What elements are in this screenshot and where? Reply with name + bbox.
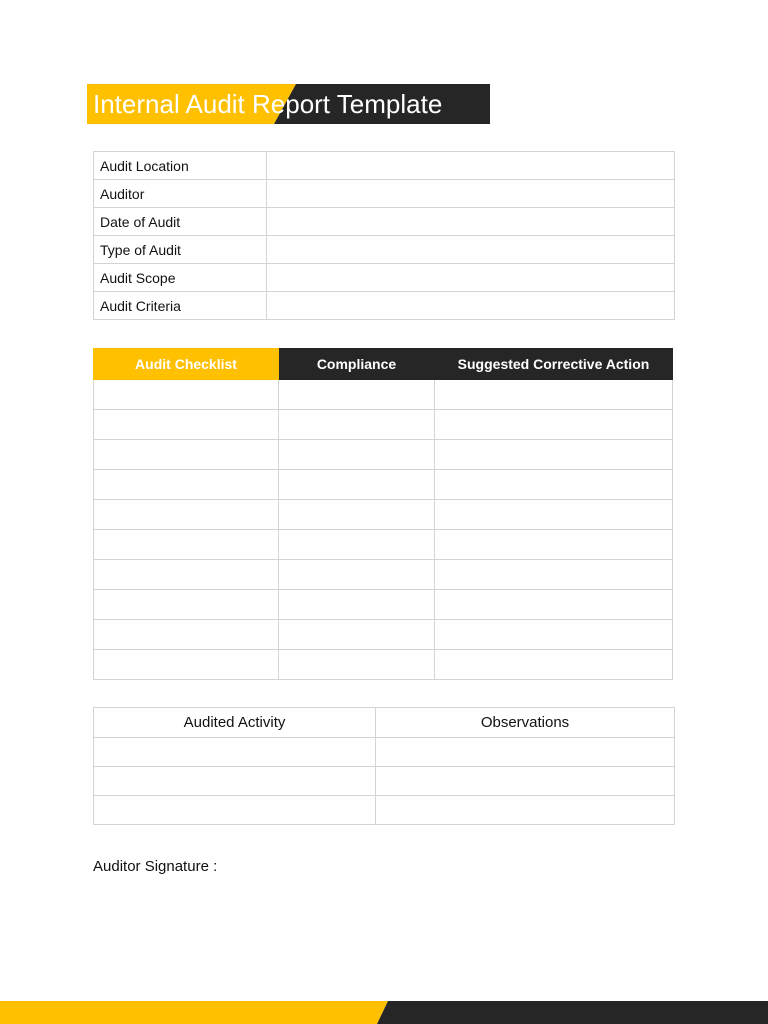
activity-body: [94, 738, 675, 825]
activity-row: [94, 796, 675, 825]
activity-row-cell[interactable]: [94, 767, 376, 796]
activity-row-cell[interactable]: [376, 738, 675, 767]
checklist-row-cell[interactable]: [279, 560, 435, 590]
activity-row-cell[interactable]: [376, 796, 675, 825]
info-row: [94, 152, 675, 180]
checklist-row: [94, 620, 673, 650]
checklist-row-cell[interactable]: [279, 440, 435, 470]
header-suggested-corrective-action: Suggested Corrective Action: [435, 349, 673, 380]
checklist-row-cell[interactable]: [94, 500, 279, 530]
checklist-row-cell[interactable]: [279, 380, 435, 410]
checklist-row-cell[interactable]: [94, 410, 279, 440]
activity-header-row: [94, 708, 675, 738]
activity-row-cell[interactable]: [94, 796, 376, 825]
activity-row-cell[interactable]: [376, 767, 675, 796]
info-label-type-of-audit: Type of Audit: [94, 236, 267, 264]
info-label-audit-criteria: Audit Criteria: [94, 292, 267, 320]
info-label-date-of-audit: Date of Audit: [94, 208, 267, 236]
header-audit-checklist: Audit Checklist: [94, 349, 279, 380]
checklist-row-cell[interactable]: [279, 410, 435, 440]
checklist-row: [94, 380, 673, 410]
checklist-row-cell[interactable]: [94, 470, 279, 500]
info-row: [94, 180, 675, 208]
title-banner: [87, 84, 490, 124]
footer-bar: [0, 1001, 768, 1024]
audit-checklist-table: [93, 348, 673, 680]
checklist-row-cell[interactable]: [94, 650, 279, 680]
checklist-row-cell[interactable]: [435, 380, 673, 410]
info-value-auditor[interactable]: [267, 180, 675, 208]
checklist-row-cell[interactable]: [435, 410, 673, 440]
info-value-audit-scope[interactable]: [267, 264, 675, 292]
checklist-row: [94, 470, 673, 500]
info-label-audit-location: Audit Location: [94, 152, 267, 180]
checklist-row-cell[interactable]: [279, 530, 435, 560]
audit-info-table: [93, 151, 675, 320]
audited-activity-table: [93, 707, 675, 825]
checklist-row: [94, 590, 673, 620]
checklist-row: [94, 440, 673, 470]
info-row: [94, 208, 675, 236]
activity-row: [94, 738, 675, 767]
info-value-audit-criteria[interactable]: [267, 292, 675, 320]
info-row: [94, 264, 675, 292]
header-audited-activity: Audited Activity: [94, 708, 376, 738]
checklist-row-cell[interactable]: [435, 650, 673, 680]
checklist-row: [94, 410, 673, 440]
checklist-row-cell[interactable]: [435, 470, 673, 500]
info-label-audit-scope: Audit Scope: [94, 264, 267, 292]
checklist-row-cell[interactable]: [435, 440, 673, 470]
info-value-audit-location[interactable]: [267, 152, 675, 180]
header-observations: Observations: [376, 708, 675, 738]
checklist-row-cell[interactable]: [435, 560, 673, 590]
checklist-row-cell[interactable]: [279, 470, 435, 500]
checklist-body: [94, 380, 673, 680]
checklist-row-cell[interactable]: [279, 650, 435, 680]
info-row: [94, 236, 675, 264]
checklist-row-cell[interactable]: [279, 500, 435, 530]
checklist-row-cell[interactable]: [435, 500, 673, 530]
checklist-row-cell[interactable]: [94, 620, 279, 650]
checklist-row-cell[interactable]: [94, 590, 279, 620]
info-label-auditor: Auditor: [94, 180, 267, 208]
checklist-row-cell[interactable]: [94, 440, 279, 470]
info-value-date-of-audit[interactable]: [267, 208, 675, 236]
checklist-row: [94, 530, 673, 560]
checklist-row: [94, 650, 673, 680]
info-row: [94, 292, 675, 320]
checklist-row-cell[interactable]: [279, 590, 435, 620]
checklist-row-cell[interactable]: [435, 620, 673, 650]
checklist-row-cell[interactable]: [435, 530, 673, 560]
checklist-row-cell[interactable]: [94, 530, 279, 560]
checklist-row-cell[interactable]: [435, 590, 673, 620]
page-title: Internal Audit Report Template: [93, 89, 443, 119]
header-compliance: Compliance: [279, 349, 435, 380]
checklist-row-cell[interactable]: [279, 620, 435, 650]
checklist-row: [94, 560, 673, 590]
activity-row: [94, 767, 675, 796]
checklist-header-row: [94, 349, 673, 380]
checklist-row-cell[interactable]: [94, 380, 279, 410]
auditor-signature-label: Auditor Signature :: [93, 858, 218, 875]
activity-row-cell[interactable]: [94, 738, 376, 767]
info-value-type-of-audit[interactable]: [267, 236, 675, 264]
checklist-row-cell[interactable]: [94, 560, 279, 590]
checklist-row: [94, 500, 673, 530]
